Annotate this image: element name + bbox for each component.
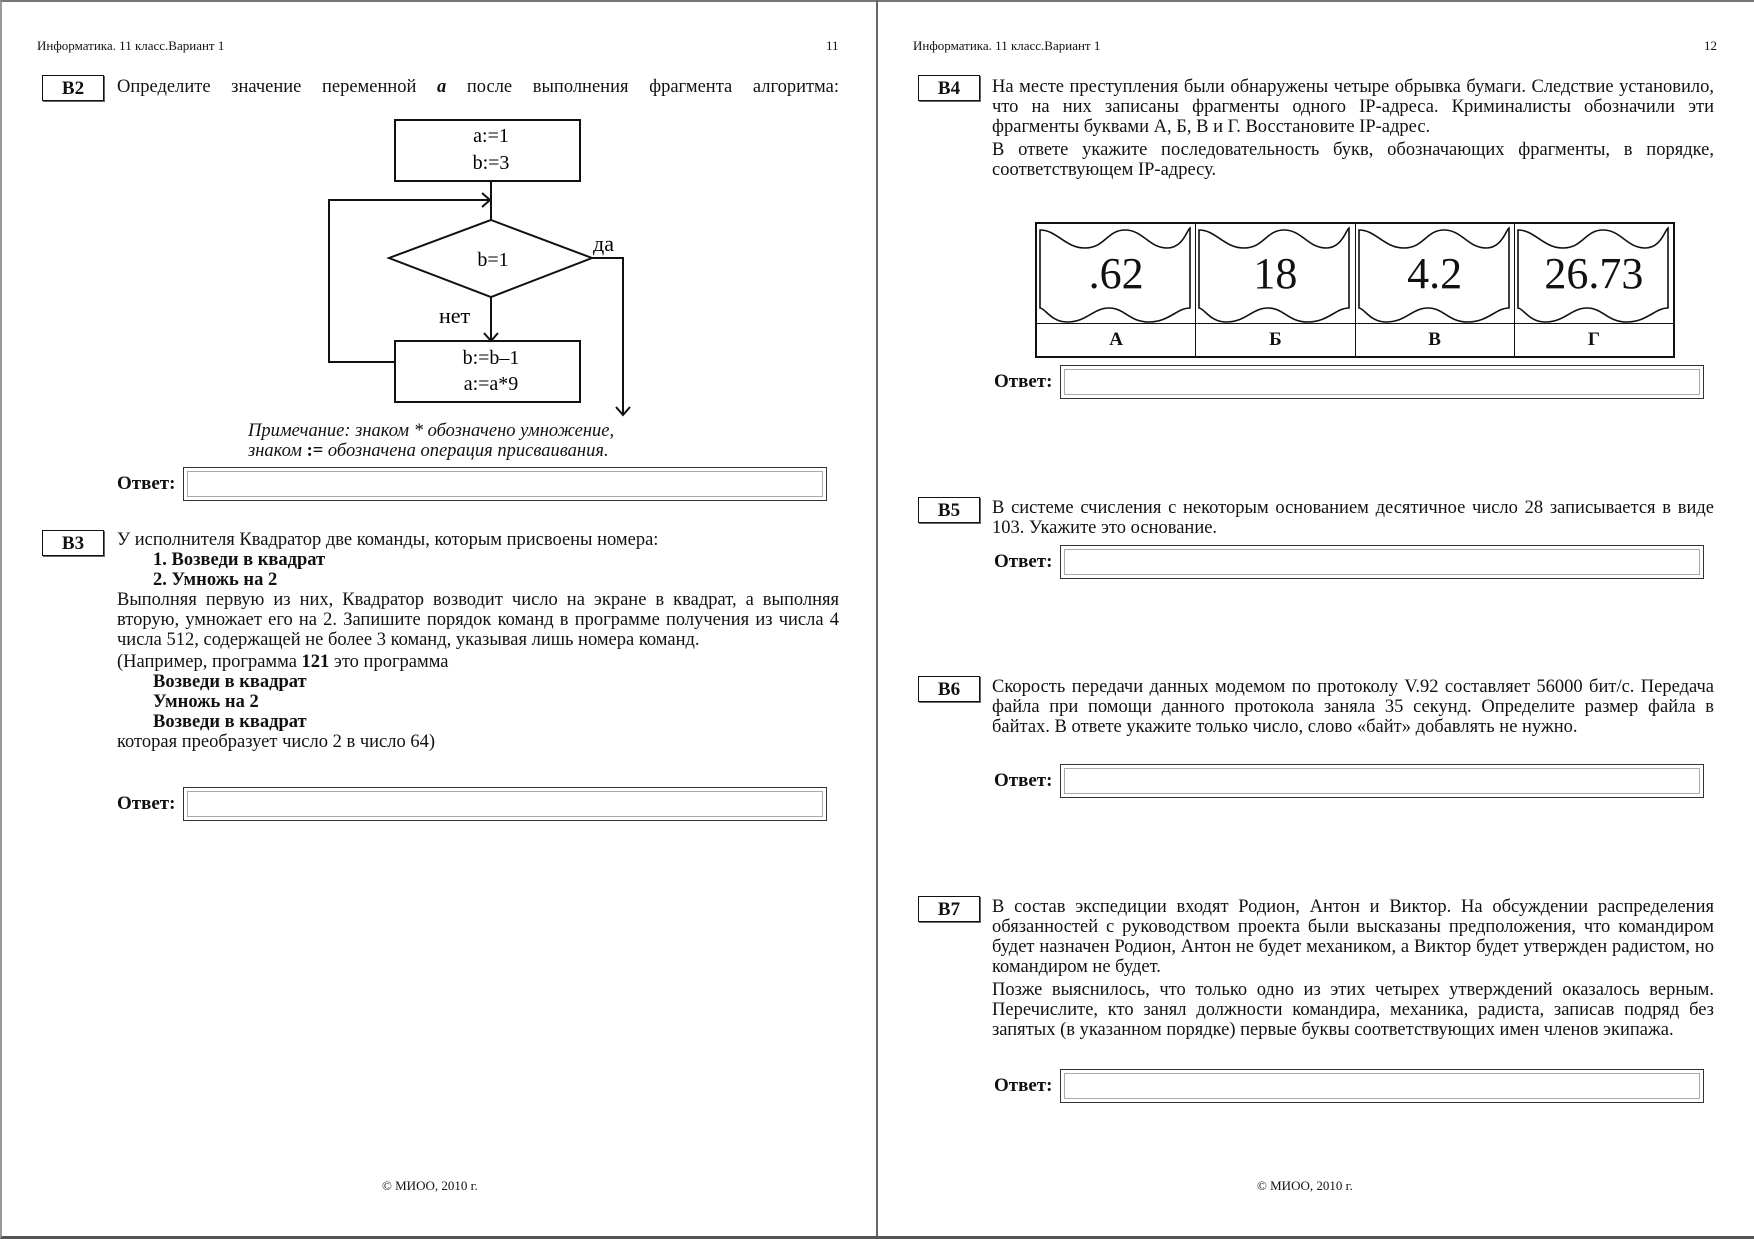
example-step-2: Умножь на 2: [153, 692, 259, 712]
b7-paragraph-1: В состав экспедиции входят Родион, Антон и Виктор. На обсуждении распределения обязанностей с руководством проекта были высказаны предположения, что командиром будет назначен Родион, Антон не будет механиком, а Виктор будет утвержден радистом, но командиром не будет.: [992, 897, 1714, 977]
task-badge-b6: B6: [918, 676, 980, 702]
running-head: Информатика. 11 класс.Вариант 1: [37, 38, 225, 53]
algorithm-flowchart: [300, 105, 640, 425]
command-2: 2. Умножь на 2: [153, 570, 278, 590]
answer-field-b3[interactable]: [183, 787, 827, 821]
right-page: [878, 0, 1754, 1236]
answer-row-b6: [994, 764, 1704, 798]
b7-paragraph-2: Позже выяснилось, что только одно из этих четырех утверждений оказалось верным. Перечислите, кто занял должности командира, механика, радиста, записав подряд без запятых (в указанном порядке) первые буквы соответствующих имен членов экипажа.: [992, 980, 1714, 1040]
fragment-value: .62: [1088, 249, 1144, 298]
fragment-letter: Г: [1587, 329, 1600, 350]
b6-question: Скорость передачи данных модемом по протоколу V.92 составляет 56000 бит/с. Передача файла при помощи данного протокола заняла 35 секунд. Определите размер файла в байтах. В ответе укажите только число, слово «байт» добавлять не нужно.: [992, 677, 1714, 737]
example-program-code: 121: [301, 652, 330, 672]
b4-paragraph-1: На месте преступления были обнаружены четыре обрывка бумаги. Следствие установило, что на них записаны фрагменты одного IP-адреса. Криминалисты обозначили эти фрагменты буквами А, Б, В и Г. Восстановите IP-адрес.: [992, 77, 1714, 137]
task-badge-b5: B5: [918, 497, 980, 523]
answer-row-b3: [117, 787, 827, 821]
answer-field-b2[interactable]: [183, 467, 827, 501]
left-page: [0, 0, 876, 1236]
variable-a: a: [437, 77, 447, 97]
body-line-2: a:=a*9: [463, 373, 519, 395]
fragment-cell-a: [1037, 224, 1196, 356]
task-b3-text: У исполнителя Квадратор две команды, которым присвоены номера: 1. Возведи в квадрат 2. Умножь на 2 Выполняя первую из них, Квадратор возводит число на экране в квадрат, а выполняя вторую, умножает его на 2. Запишите порядок команд в программе получения из числа 4 числа 512, содержащей не более 3 команд, указывая лишь номера команд. (Например, программа 121 это программа Возведи в квадрат Умножь на 2 Возведи в квадрат которая преобразует число 2 в число 64): [117, 530, 839, 752]
answer-field-b5[interactable]: [1060, 545, 1704, 579]
init-line-2: b:=3: [472, 152, 510, 174]
fragment-value: 26.73: [1544, 249, 1644, 298]
init-line-1: a:=1: [473, 125, 509, 147]
b3-intro: У исполнителя Квадратор две команды, которым присвоены номера:: [117, 530, 659, 550]
body-line-1: b:=b–1: [462, 347, 520, 369]
footer-copyright: © МИОО, 2010 г.: [382, 1178, 478, 1193]
page-number: 11: [826, 38, 839, 53]
example-step-1: Возведи в квадрат: [153, 672, 307, 692]
answer-label: Ответ:: [117, 473, 176, 494]
running-head: Информатика. 11 класс.Вариант 1: [913, 38, 1101, 53]
answer-field-b6[interactable]: [1060, 764, 1704, 798]
answer-row-b4: [994, 365, 1704, 399]
assign-operator: :=: [306, 441, 324, 461]
task-b4-text: [992, 77, 1714, 180]
task-b7-text: [992, 897, 1714, 1040]
b3-body: Выполняя первую из них, Квадратор возводит число на экране в квадрат, а выполняя вторую, умножает его на 2. Запишите порядок команд в программе получения из числа 4 числа 512, содержащей не более 3 команд, указывая лишь номера команд.: [117, 590, 839, 650]
task-b5-text: [992, 498, 1714, 538]
condition-text: b=1: [477, 249, 509, 271]
task-badge-b7: B7: [918, 896, 980, 922]
fragment-letter: В: [1428, 329, 1441, 350]
fragment-value: 18: [1253, 249, 1298, 298]
example-end: которая преобразует число 2 в число 64): [117, 732, 436, 752]
b2-note: Примечание: знаком * обозначено умножение, знаком := обозначена операция присваивания.: [248, 421, 768, 461]
answer-label: Ответ:: [117, 793, 176, 814]
example-step-3: Возведи в квадрат: [153, 712, 307, 732]
answer-row-b7: [994, 1069, 1704, 1103]
answer-label: Ответ:: [994, 1075, 1053, 1096]
fragment-cell-v: [1356, 224, 1515, 356]
answer-row-b5: [994, 545, 1704, 579]
answer-field-b7[interactable]: [1060, 1069, 1704, 1103]
question-text: Определите значение переменной: [117, 77, 438, 97]
fragment-cell-b: [1196, 224, 1355, 356]
no-label: нет: [439, 303, 471, 328]
command-1: 1. Возведи в квадрат: [153, 550, 326, 570]
b5-question: В системе счисления с некоторым основанием десятичное число 28 записывается в виде 103. Укажите это основание.: [992, 498, 1714, 538]
task-b2-question: [117, 77, 839, 97]
answer-label: Ответ:: [994, 551, 1053, 572]
task-badge-b3: B3: [42, 530, 104, 556]
fragment-letter: Б: [1269, 329, 1282, 350]
task-badge-b4: B4: [918, 75, 980, 101]
answer-label: Ответ:: [994, 770, 1053, 791]
footer-copyright: © МИОО, 2010 г.: [1257, 1178, 1353, 1193]
ip-fragments-table: [1035, 222, 1675, 358]
answer-field-b4[interactable]: [1060, 365, 1704, 399]
task-badge-b2: B2: [42, 75, 104, 101]
fragment-letter: А: [1109, 329, 1123, 350]
note-line-1: Примечание: знаком * обозначено умножение,: [248, 421, 615, 441]
yes-label: да: [593, 231, 614, 256]
fragment-value: 4.2: [1407, 249, 1463, 298]
question-text: после выполнения фрагмента алгоритма:: [446, 77, 839, 97]
task-b6-text: [992, 677, 1714, 737]
answer-label: Ответ:: [994, 371, 1053, 392]
answer-row-b2: [117, 467, 827, 501]
fragment-cell-g: [1515, 224, 1673, 356]
b4-paragraph-2: В ответе укажите последовательность букв, обозначающих фрагменты, в порядке, соответствующем IP-адресу.: [992, 140, 1714, 180]
page-number: 12: [1704, 38, 1717, 53]
